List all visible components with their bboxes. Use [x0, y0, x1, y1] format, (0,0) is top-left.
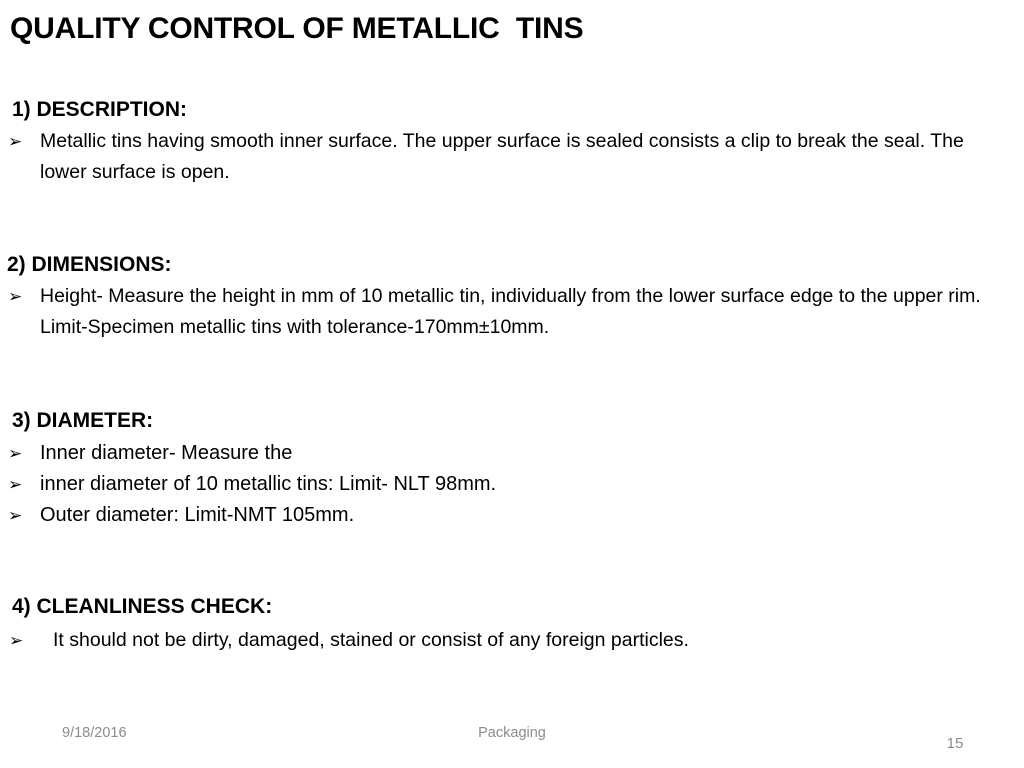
section-diameter	[0, 409, 1024, 531]
bullet-list	[0, 126, 1024, 188]
list-item	[0, 500, 1024, 531]
bullet-list	[0, 625, 1024, 656]
list-item-label: inner diameter of 10 metallic tins: Limit- NLT 98mm.	[40, 473, 497, 496]
arrowhead-bullet-icon: ➢	[9, 631, 24, 651]
list-item-label: Outer diameter: Limit-NMT 105mm.	[40, 504, 355, 527]
page-number: 15	[946, 735, 964, 752]
list-item	[0, 438, 1024, 469]
list-item	[0, 469, 1024, 500]
list-item-label: Inner diameter- Measure the	[40, 442, 293, 465]
page-title: QUALITY CONTROL OF METALLIC TINS	[10, 12, 584, 45]
slide-footer	[0, 720, 1024, 768]
list-item-label: Height- Measure the height in mm of 10 metallic tin, individually from the lower surface edge to the upper rim. Limit-Specimen metallic tins with tolerance-170mm±10mm.	[40, 285, 981, 339]
section-description	[0, 98, 1024, 188]
footer-center-label: Packaging	[478, 725, 546, 741]
arrowhead-bullet-icon: ➢	[8, 475, 23, 495]
list-item	[0, 281, 1024, 343]
bullet-list	[0, 438, 1024, 531]
arrowhead-bullet-icon: ➢	[8, 132, 23, 152]
list-item-label: It should not be dirty, damaged, stained or consist of any foreign particles.	[53, 629, 689, 652]
section-cleanliness-check	[0, 595, 1024, 656]
section-heading: 4) CLEANLINESS CHECK:	[12, 595, 273, 618]
list-item-label: Metallic tins having smooth inner surface. The upper surface is sealed consists a clip to break the seal. The lower surface is open.	[40, 130, 964, 184]
section-heading: 3) DIAMETER:	[12, 409, 154, 432]
section-heading: 1) DESCRIPTION:	[12, 98, 188, 121]
arrowhead-bullet-icon: ➢	[8, 506, 23, 526]
footer-date: 9/18/2016	[62, 725, 127, 741]
list-item	[0, 126, 1015, 188]
section-dimensions	[0, 253, 1024, 343]
arrowhead-bullet-icon: ➢	[8, 287, 23, 307]
bullet-list	[0, 281, 1024, 343]
arrowhead-bullet-icon: ➢	[8, 444, 23, 464]
section-heading: 2) DIMENSIONS:	[7, 253, 172, 276]
list-item	[0, 625, 1024, 656]
